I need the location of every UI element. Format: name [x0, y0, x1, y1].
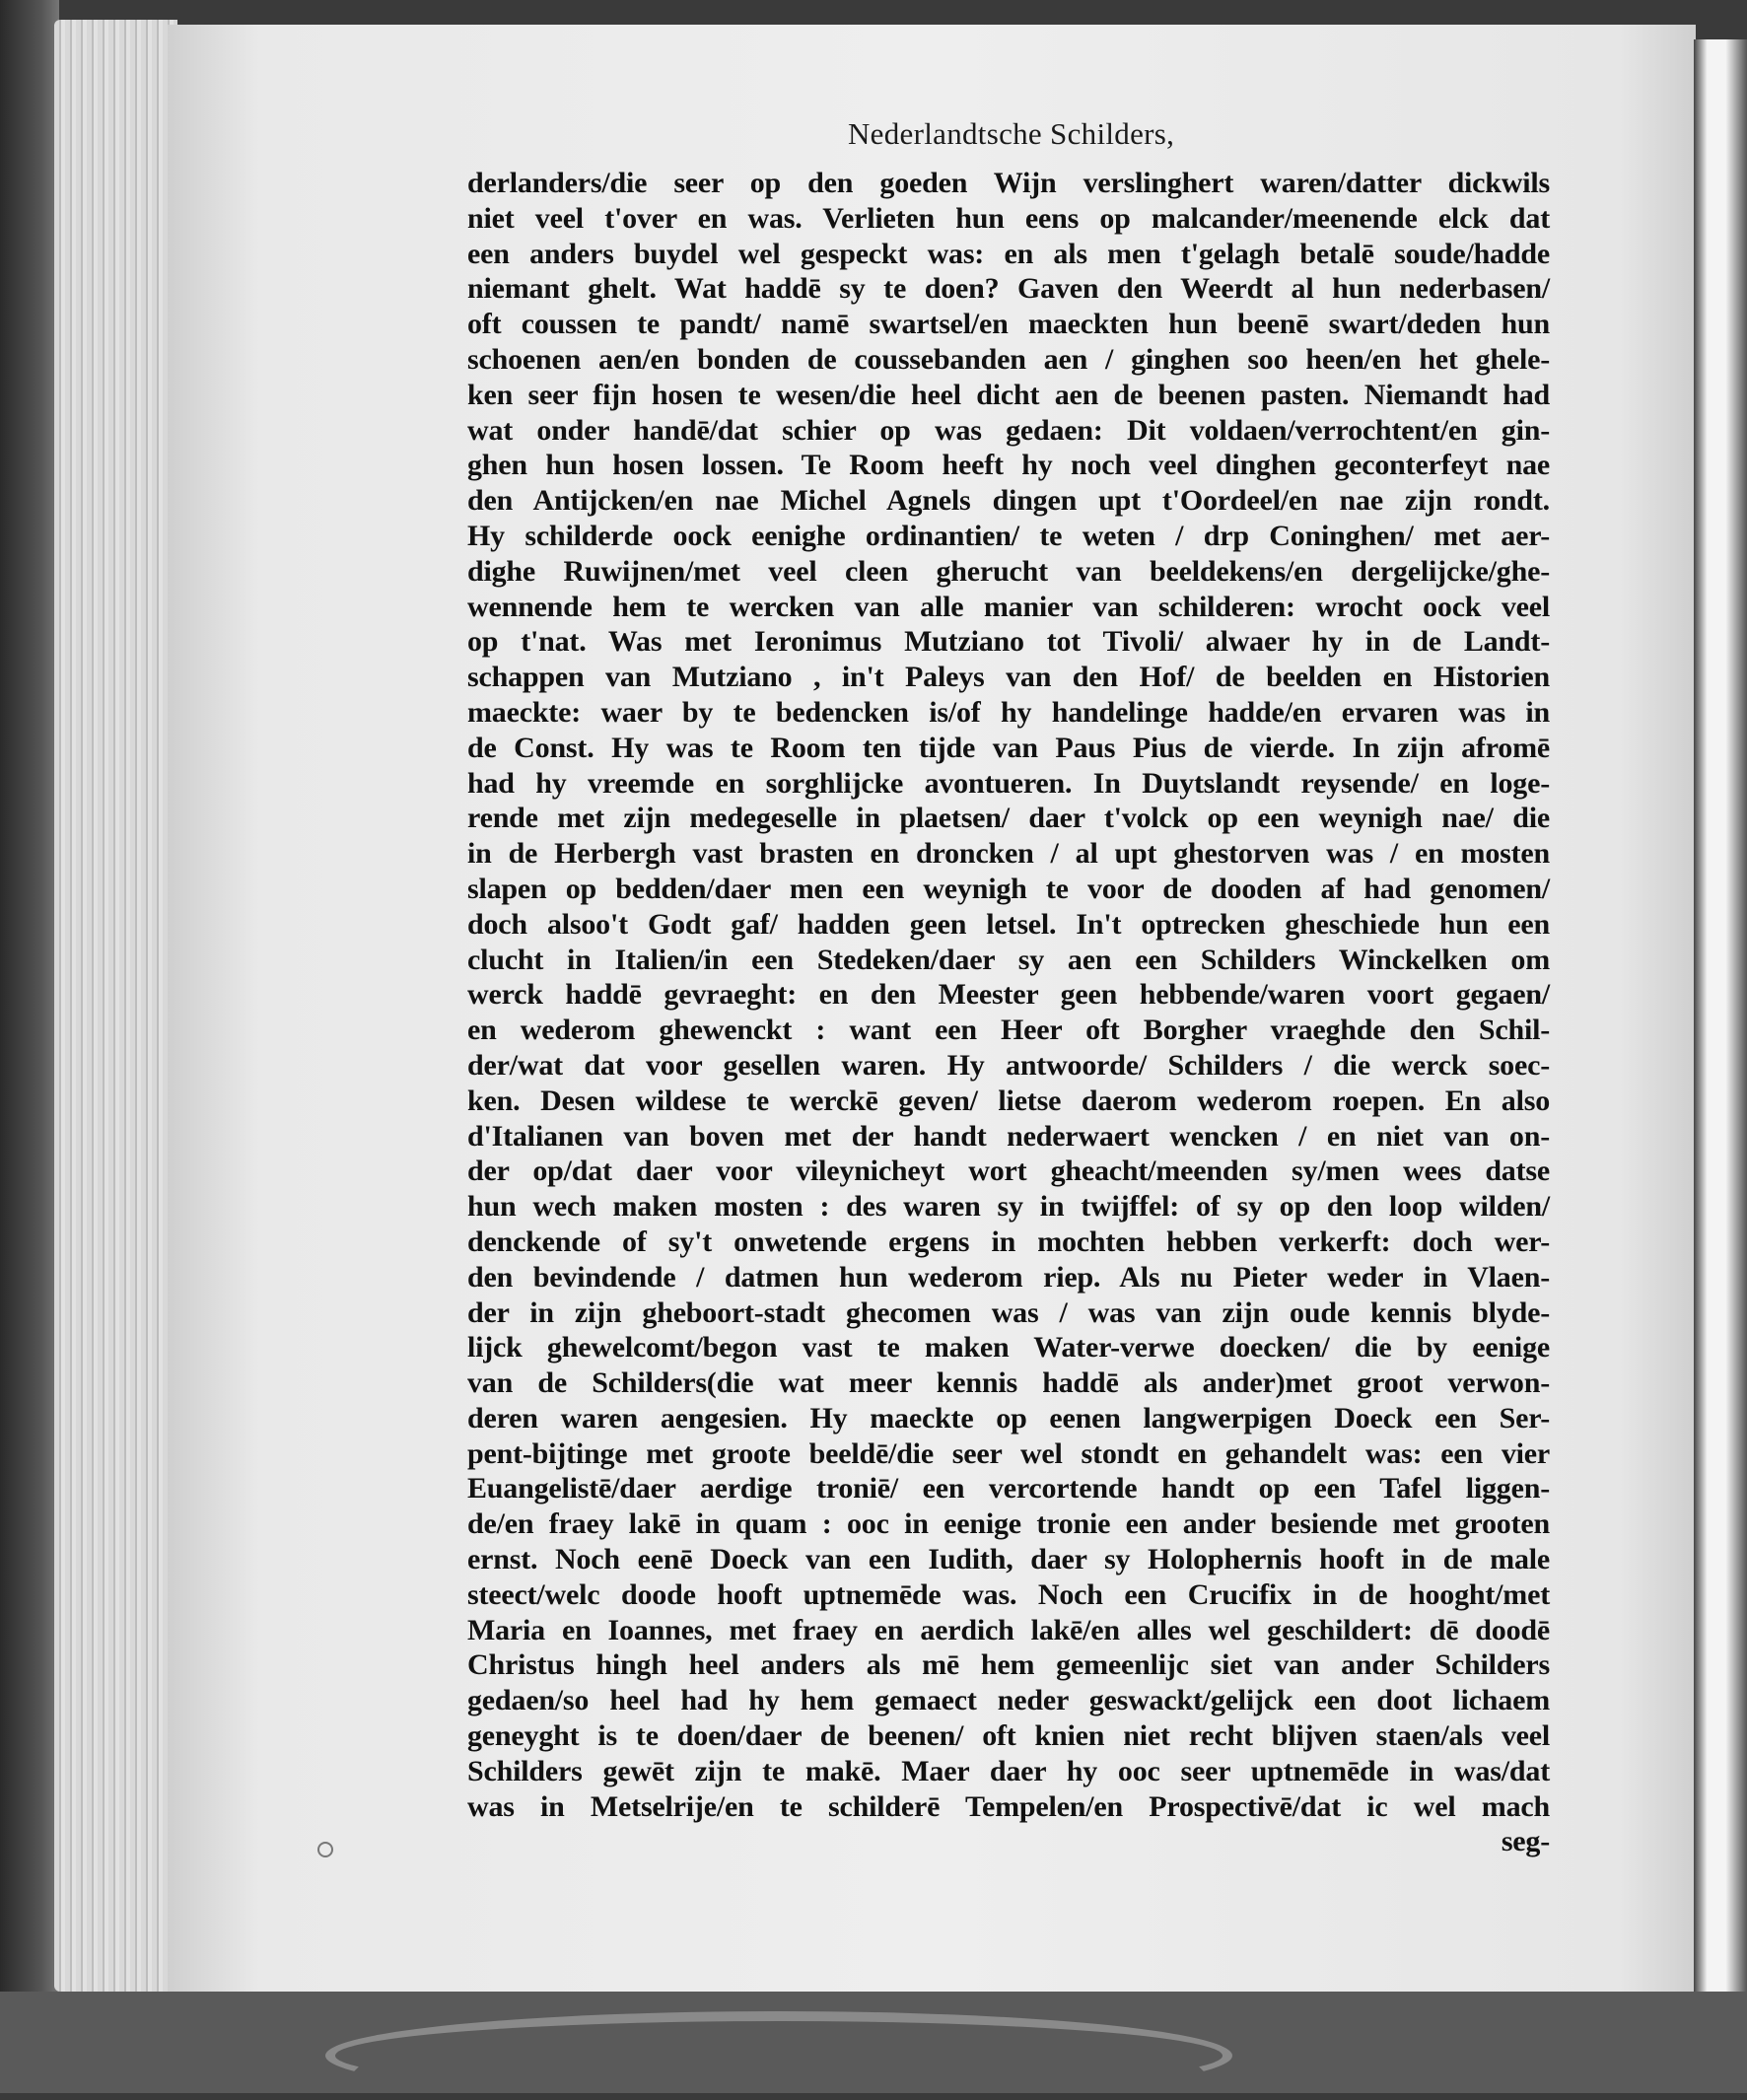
- text-line: wat onder handē/dat schier op was gedaen: Dit voldaen/verrochtent/en gin-: [467, 413, 1550, 447]
- text-line: Christus hingh heel anders als mē hem gemeenlijc siet van ander Schilders: [467, 1648, 1550, 1682]
- text-line: wennende hem te wercken van alle manier van schilderen: wrocht oock veel: [467, 590, 1550, 623]
- text-line: ernst. Noch eenē Doeck van een Iudith, daer sy Holophernis hooft in de male: [467, 1543, 1550, 1576]
- text-line: was in Metselrije/en te schilderē Tempelen/en Prospectivē/dat ic wel mach: [467, 1789, 1550, 1823]
- text-line: doch alsoo't Godt gaf/ hadden geen letsel. In't optrecken gheschiede hun een: [467, 907, 1550, 941]
- text-line: steect/welc doode hooft uptnemēde was. Noch een Crucifix in de hooght/met: [467, 1577, 1550, 1611]
- text-line: d'Italianen van boven met der handt nederwaert wencken / en niet van on-: [467, 1119, 1550, 1153]
- text-line: denckende of sy't onwetende ergens in mochten hebben verkerft: doch wer-: [467, 1225, 1550, 1258]
- text-line: geneyght is te doen/daer de beenen/ oft knien niet recht blijven staen/als veel: [467, 1719, 1550, 1753]
- text-line: pent-bijtinge met groote beeldē/die seer wel stondt en gehandelt was: een vier: [467, 1436, 1550, 1470]
- text-line: oft coussen te pandt/ namē swartsel/en maeckten hun beenē swart/deden hun: [467, 308, 1550, 341]
- text-line: ken. Desen wildese te werckē geven/ lietse daerom wederom roepen. En also: [467, 1084, 1550, 1117]
- page-leaves-edge: [54, 20, 177, 1992]
- page-mark: [317, 1842, 333, 1857]
- text-line: Schilders gewēt zijn te makē. Maer daer hy ooc seer uptnemēde in was/dat: [467, 1754, 1550, 1787]
- text-line: ghen hun hosen lossen. Te Room heeft hy noch veel dinghen geconterfeyt nae: [467, 449, 1550, 482]
- text-line: der op/dat daer voor vileynicheyt wort gheacht/meenden sy/men wees datse: [467, 1155, 1550, 1188]
- text-line: de Const. Hy was te Room ten tijde van Paus Pius de vierde. In zijn afromē: [467, 731, 1550, 764]
- text-line: een anders buydel wel gespeckt was: en als men t'gelagh betalē soude/hadde: [467, 237, 1550, 270]
- text-line: Euangelistē/daer aerdige troniē/ een vercortende handt op een Tafel liggen-: [467, 1472, 1550, 1505]
- text-line: ken seer fijn hosen te wesen/die heel dicht aen de beenen pasten. Niemandt had: [467, 378, 1550, 411]
- body-text: [467, 166, 1550, 1859]
- text-line: hun wech maken mosten : des waren sy in twijffel: of sy op den loop wilden/: [467, 1190, 1550, 1224]
- catchword: seg-: [1501, 1825, 1550, 1858]
- text-line: werck haddē gevraeght: en den Meester geen hebbende/waren voort gegaen/: [467, 978, 1550, 1012]
- text-line: dighe Ruwijnen/met veel cleen gherucht van beeldekens/en dergelijcke/ghe-: [467, 554, 1550, 588]
- text-line: rende met zijn medegeselle in plaetsen/ daer t'volck op een weynigh nae/ die: [467, 802, 1550, 835]
- text-line: der/wat dat voor gesellen waren. Hy antwoorde/ Schilders / die werck soec-: [467, 1048, 1550, 1082]
- text-line: op t'nat. Was met Ieronimus Mutziano tot Tivoli/ alwaer hy in de Landt-: [467, 625, 1550, 659]
- text-line: slapen op bedden/daer men een weynigh te voor de dooden af had genomen/: [467, 872, 1550, 905]
- text-line: schappen van Mutziano , in't Paleys van den Hof/ de beelden en Historien: [467, 661, 1550, 694]
- text-line: Maria en Ioannes, met fraey en aerdich lakē/en alles wel geschildert: dē doodē: [467, 1613, 1550, 1646]
- text-line: niemant ghelt. Wat haddē sy te doen? Gaven den Weerdt al hun nederbasen/: [467, 272, 1550, 306]
- text-line: lijck ghewelcomt/begon vast te maken Water-verwe doecken/ die by eenige: [467, 1331, 1550, 1365]
- text-line: Hy schilderde oock eenighe ordinantien/ te weten / drp Coninghen/ met aer-: [467, 519, 1550, 552]
- text-line: den Antijcken/en nae Michel Agnels dingen upt t'Oordeel/en nae zijn rondt.: [467, 484, 1550, 518]
- text-line: schoenen aen/en bonden de coussebanden aen / ginghen soo heen/en het ghele-: [467, 342, 1550, 376]
- text-line: de/en fraey lakē in quam : ooc in eenige tronie een ander besiende met grooten: [467, 1507, 1550, 1541]
- text-line: had hy vreemde en sorghlijcke avontueren. In Duytslandt reysende/ en loge-: [467, 766, 1550, 800]
- book-cover-edge: [0, 0, 59, 2093]
- text-line: in de Herbergh vast brasten en droncken / al upt ghestorven was / en mosten: [467, 837, 1550, 871]
- bookmark-ribbon: [325, 2011, 1232, 2100]
- text-line: clucht in Italien/in een Stedeken/daer sy aen een Schilders Winckelken om: [467, 943, 1550, 976]
- text-line: niet veel t'over en was. Verlieten hun eens op malcander/meenende elck dat: [467, 201, 1550, 235]
- text-line: gedaen/so heel had hy hem gemaect neder geswackt/gelijck een doot lichaem: [467, 1684, 1550, 1717]
- book-right-edge: [1694, 39, 1747, 2011]
- text-line: van de Schilders(die wat meer kennis haddē als ander)met groot verwon-: [467, 1366, 1550, 1400]
- text-line: derlanders/die seer op den goeden Wijn verslinghert waren/datter dickwils: [467, 167, 1550, 199]
- text-line: deren waren aengesien. Hy maeckte op eenen langwerpigen Doeck een Ser-: [467, 1401, 1550, 1435]
- text-line: den bevindende / datmen hun wederom riep. Als nu Pieter weder in Vlaen-: [467, 1260, 1550, 1294]
- text-line: maeckte: waer by te bedencken is/of hy handelinge hadde/en ervaren was in: [467, 695, 1550, 729]
- text-line: en wederom ghewenckt : want een Heer oft Borgher vraeghde den Schil-: [467, 1014, 1550, 1047]
- text-line: der in zijn gheboort-stadt ghecomen was / was van zijn oude kennis blyde-: [467, 1295, 1550, 1329]
- running-head: Nederlandtsche Schilders,: [848, 116, 1175, 151]
